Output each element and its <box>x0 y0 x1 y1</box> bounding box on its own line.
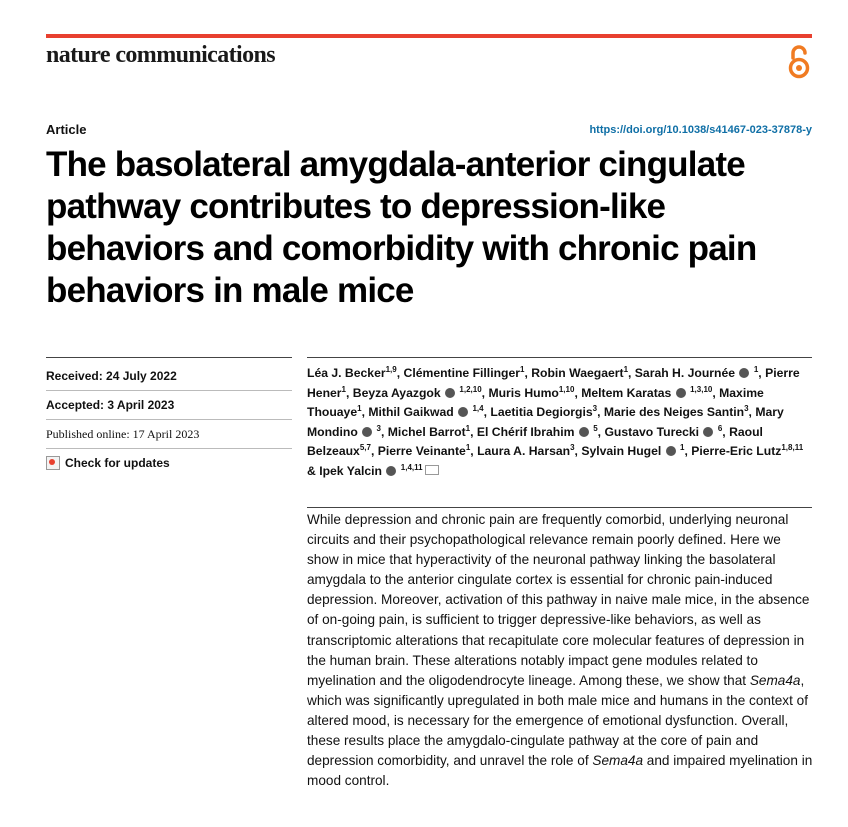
author[interactable] <box>531 366 628 380</box>
affiliation-marker: 3 <box>570 442 575 452</box>
author[interactable] <box>477 425 598 439</box>
affiliation-marker: 1,4 <box>472 403 484 413</box>
abstract <box>307 510 813 791</box>
orcid-icon[interactable] <box>458 407 468 417</box>
gene-name: Sema4a <box>592 753 644 769</box>
affiliation-marker: 1,9 <box>385 364 397 374</box>
affiliation-marker: 5,7 <box>359 442 371 452</box>
author-name: El Chérif Ibrahim <box>476 424 575 439</box>
author-name: Muris Humo <box>488 385 559 400</box>
author[interactable] <box>353 386 482 400</box>
abstract-text: While depression and chronic pain are frequently comorbid, underlying neuronal circuits and their psychopathological relevance remain poorly defined. Here we show in mice that hyperactivity of the neuronal pathway linking the basolateral amygdala to the anterior cingulate cortex is essential for chronic pain-induced depression. Moreover, activation of this pathway in naive male mice, in the absence of on-going pain, is sufficient to trigger depressive-like behaviors, as well as transcriptomic alterations that recapitulate core molecular features of depression in the human brain. These alterations notably impact gene modules related to myelination and the oligodendrocyte lineage. Among these, we show that <box>307 512 810 688</box>
author-name: Sylvain Hugel <box>581 444 662 458</box>
author[interactable] <box>388 425 470 439</box>
open-access-icon <box>784 44 814 80</box>
author-name: Clémentine Fillinger <box>403 366 520 380</box>
author-name: Marie des Neiges Santin <box>603 405 745 419</box>
affiliation-marker: 1 <box>357 403 362 413</box>
author[interactable] <box>490 405 597 419</box>
received-date: Received: 24 July 2022 <box>46 369 177 383</box>
orcid-icon[interactable] <box>703 427 713 437</box>
author-name: Pierre Veinante <box>377 444 466 458</box>
accepted-date: Accepted: 3 April 2023 <box>46 398 175 412</box>
affiliation-marker: 1 <box>623 364 629 374</box>
author[interactable] <box>581 444 684 458</box>
affiliation-marker: 3 <box>592 403 598 413</box>
author[interactable] <box>604 425 722 439</box>
author-name: Sarah H. Journée <box>634 366 736 380</box>
affiliation-marker: 5 <box>593 423 598 433</box>
author-name: Maxime Thouaye <box>307 385 764 419</box>
author[interactable] <box>581 386 712 400</box>
affiliation-marker: 1 <box>465 442 471 452</box>
orcid-icon[interactable] <box>386 466 396 476</box>
author-name: Mithil Gaikwad <box>368 405 454 419</box>
author[interactable] <box>477 444 574 458</box>
author-name: Robin Waegaert <box>531 366 624 380</box>
author-name: Ipek Yalcin <box>319 463 382 478</box>
affiliation-marker: 1,2,10 <box>459 384 482 394</box>
author-name: Pierre Hener <box>307 366 800 400</box>
divider <box>46 357 292 358</box>
affiliation-marker: 1 <box>753 364 759 374</box>
affiliation-marker: 1 <box>520 364 525 374</box>
affiliation-marker: 3 <box>744 403 749 413</box>
orcid-icon[interactable] <box>579 427 589 437</box>
affiliation-marker: 6 <box>717 423 723 433</box>
doi-link[interactable]: https://doi.org/10.1038/s41467-023-37878-y <box>589 124 812 136</box>
author[interactable] <box>604 405 749 419</box>
affiliation-marker: 1,10 <box>558 384 575 394</box>
author-name: Meltem Karatas <box>581 385 672 400</box>
affiliation-marker: 1,3,10 <box>690 384 713 394</box>
author[interactable] <box>368 405 483 419</box>
journal-accent-bar <box>46 34 812 38</box>
orcid-icon[interactable] <box>362 427 372 437</box>
check-for-updates-icon <box>46 456 60 470</box>
published-date: Published online: 17 April 2023 <box>46 427 200 441</box>
author[interactable] <box>319 464 422 478</box>
author[interactable] <box>488 386 574 400</box>
orcid-icon[interactable] <box>445 388 455 398</box>
divider <box>307 357 812 358</box>
author[interactable] <box>635 366 758 380</box>
affiliation-marker: 1,4,11 <box>400 462 423 472</box>
affiliation-marker: 1,8,11 <box>781 442 804 452</box>
email-icon[interactable] <box>425 465 439 475</box>
author-name: Mary Mondino <box>307 405 784 439</box>
abstract-text: and impaired myelination in mood control. <box>307 753 813 789</box>
author-name: Michel Barrot <box>387 424 466 439</box>
divider <box>307 507 812 508</box>
article-type: Article <box>46 122 87 137</box>
divider <box>46 448 292 449</box>
orcid-icon[interactable] <box>739 368 749 378</box>
author[interactable] <box>378 444 471 458</box>
orcid-icon[interactable] <box>666 446 676 456</box>
affiliation-marker: 1 <box>465 423 471 433</box>
article-title: The basolateral amygdala-anterior cingulate pathway contributes to depression-like behaviors and comorbidity with chronic pain behaviors in male mice <box>46 145 757 310</box>
author-name: Beyza Ayazgok <box>352 385 441 400</box>
author-name: Léa J. Becker <box>307 366 386 380</box>
journal-name[interactable]: nature communications <box>46 42 275 68</box>
author[interactable] <box>404 366 525 380</box>
affiliation-marker: 1 <box>341 384 346 394</box>
author[interactable] <box>691 444 803 458</box>
author[interactable] <box>307 366 397 380</box>
author-name: Gustavo Turecki <box>604 424 700 439</box>
author-name: Pierre-Eric Lutz <box>691 444 782 458</box>
gene-name: Sema4a <box>749 672 801 688</box>
affiliation-marker: 1 <box>680 442 685 452</box>
divider <box>46 419 292 420</box>
check-for-updates-link[interactable] <box>46 453 292 473</box>
orcid-icon[interactable] <box>676 388 686 398</box>
abstract-text: , which was significantly upregulated in both male mice and humans in the context of altered mood, is necessary for the emergence of emotional dysfunction. Overall, these results place the amygdalo-cingulate pathway at the core of pain and depression comorbidity, and unravel the role of <box>307 672 808 769</box>
author-name: Raoul Belzeaux <box>307 424 763 458</box>
author-list: Léa J. Becker$^{1,9}$, Clémentine Fillinger$^1$, Robin Waegaert$^1$, Sarah H. Journée $^1$, Pierre Hener$^1$, Beyza Ayazgok $^{1,2,10}$, Muris Humo$^{1,10}$, Meltem Karatas $^{1,3,10}$, Maxime Thouaye$^1$, Mithil Gaikwad $^{1,4}$, Laetitia Degiorgis$^3$, Marie des Neiges Santin$^3$, Mary Mondino $^3$, Michel Barrot$^1$, El Chérif Ibrahim $^5$, Gustavo Turecki $^6$, Raoul Belzeaux$^{5,7}$, Pierre Veinante$^1$, Laura A. Harsan$^3$, Sylvain Hugel $^1$, Pierre-Eric Lutz$^{1,8,11}$ & Ipek Yalcin $^{1,4,11}$ <box>307 364 804 478</box>
author-name: Laetitia Degiorgis <box>490 405 593 419</box>
article-dates <box>46 366 292 473</box>
affiliation-marker: 3 <box>376 423 381 433</box>
check-for-updates-label: Check for updates <box>65 456 170 470</box>
author-name: Laura A. Harsan <box>477 444 571 458</box>
divider <box>46 390 292 391</box>
